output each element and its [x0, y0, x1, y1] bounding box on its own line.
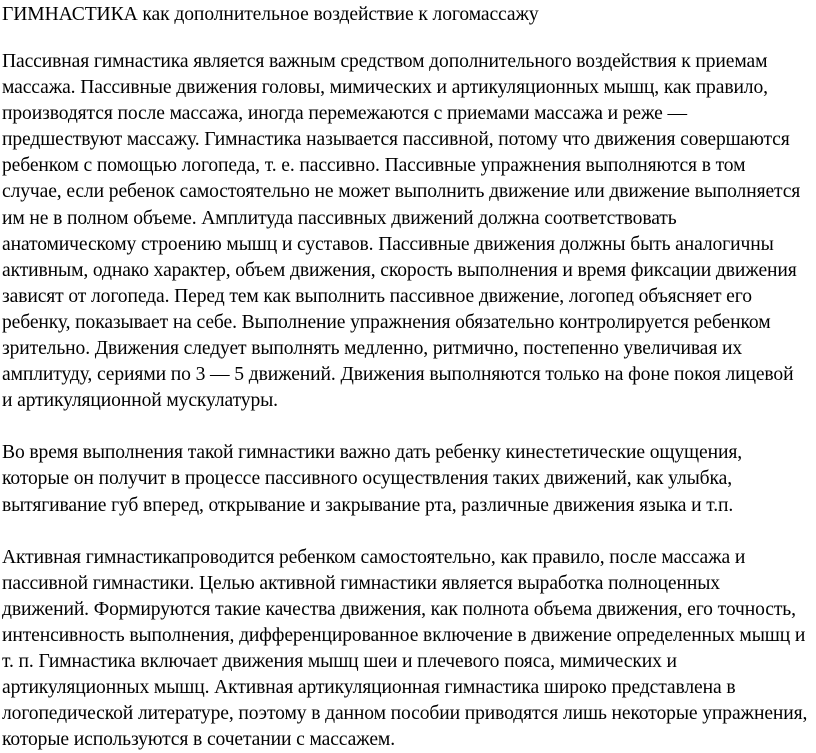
paragraph-kinesthetic-sensations: Во время выполнения такой гимнастики важно дать ребенку кинестетические ощущения, которые он получит в процессе пассивного осуществления таких движений, как улыбка, вытягивание губ вперед, открывание и закрывание рта, различные движения языка и т.п.	[2, 442, 742, 516]
document-title: ГИМНАСТИКА как дополнительное воздействие к логомассажу	[2, 4, 539, 25]
paragraph-active-gymnastics: Активная гимнастикапроводится ребенком самостоятельно, как правило, после массажа и пассивной гимнастики. Целью активной гимнастики является выработка полноценных движений. Формируются такие качества движения, как полнота объема движения, его точность, интенсивность выполнения, дифференцированное включение в движение определенных мышц и т. п. Гимнастика включает движения мышц шеи и плечевого пояса, мимических и артикуляционных мышц. Активная артикуляционная гимнастика широко представлена в логопедической литературе, поэтому в данном пособии приводятся лишь некоторые упражнения, которые используются в сочетании с массажем.	[2, 546, 808, 751]
paragraph-passive-gymnastics: Пассивная гимнастика является важным средством дополнительного воздействия к приемам массажа. Пассивные движения головы, мимических и артикуляционных мышц, как правило, производятся после массажа, иногда перемежаются с приемами массажа и реже — предшествуют массажу. Гимнастика называется пассивной, потому что движения совершаются ребенком с помощью логопеда, т. е. пассивно. Пассивные упражнения выполняются в том случае, если ребенок самостоятельно не может выполнить движение или движение выполняется им не в полном объеме. Амплитуда пассивных движений должна соответствовать анатомическому строению мышц и суставов. Пассивные движения должны быть аналогичны активным, однако характер, объем движения, скорость выполнения и время фиксации движения зависят от логопеда. Перед тем как выполнить пассивное движение, логопед объясняет его ребенку, показывает на себе. Выполнение упражнения обязательно контролируется ребенком зрительно. Движения следует выполнять медленно, ритмично, постепенно увеличивая их амплитуду, сериями по 3 — 5 движений. Движения выполняются только на фоне покоя лицевой и артикуляционной мускулатуры.	[2, 51, 801, 412]
